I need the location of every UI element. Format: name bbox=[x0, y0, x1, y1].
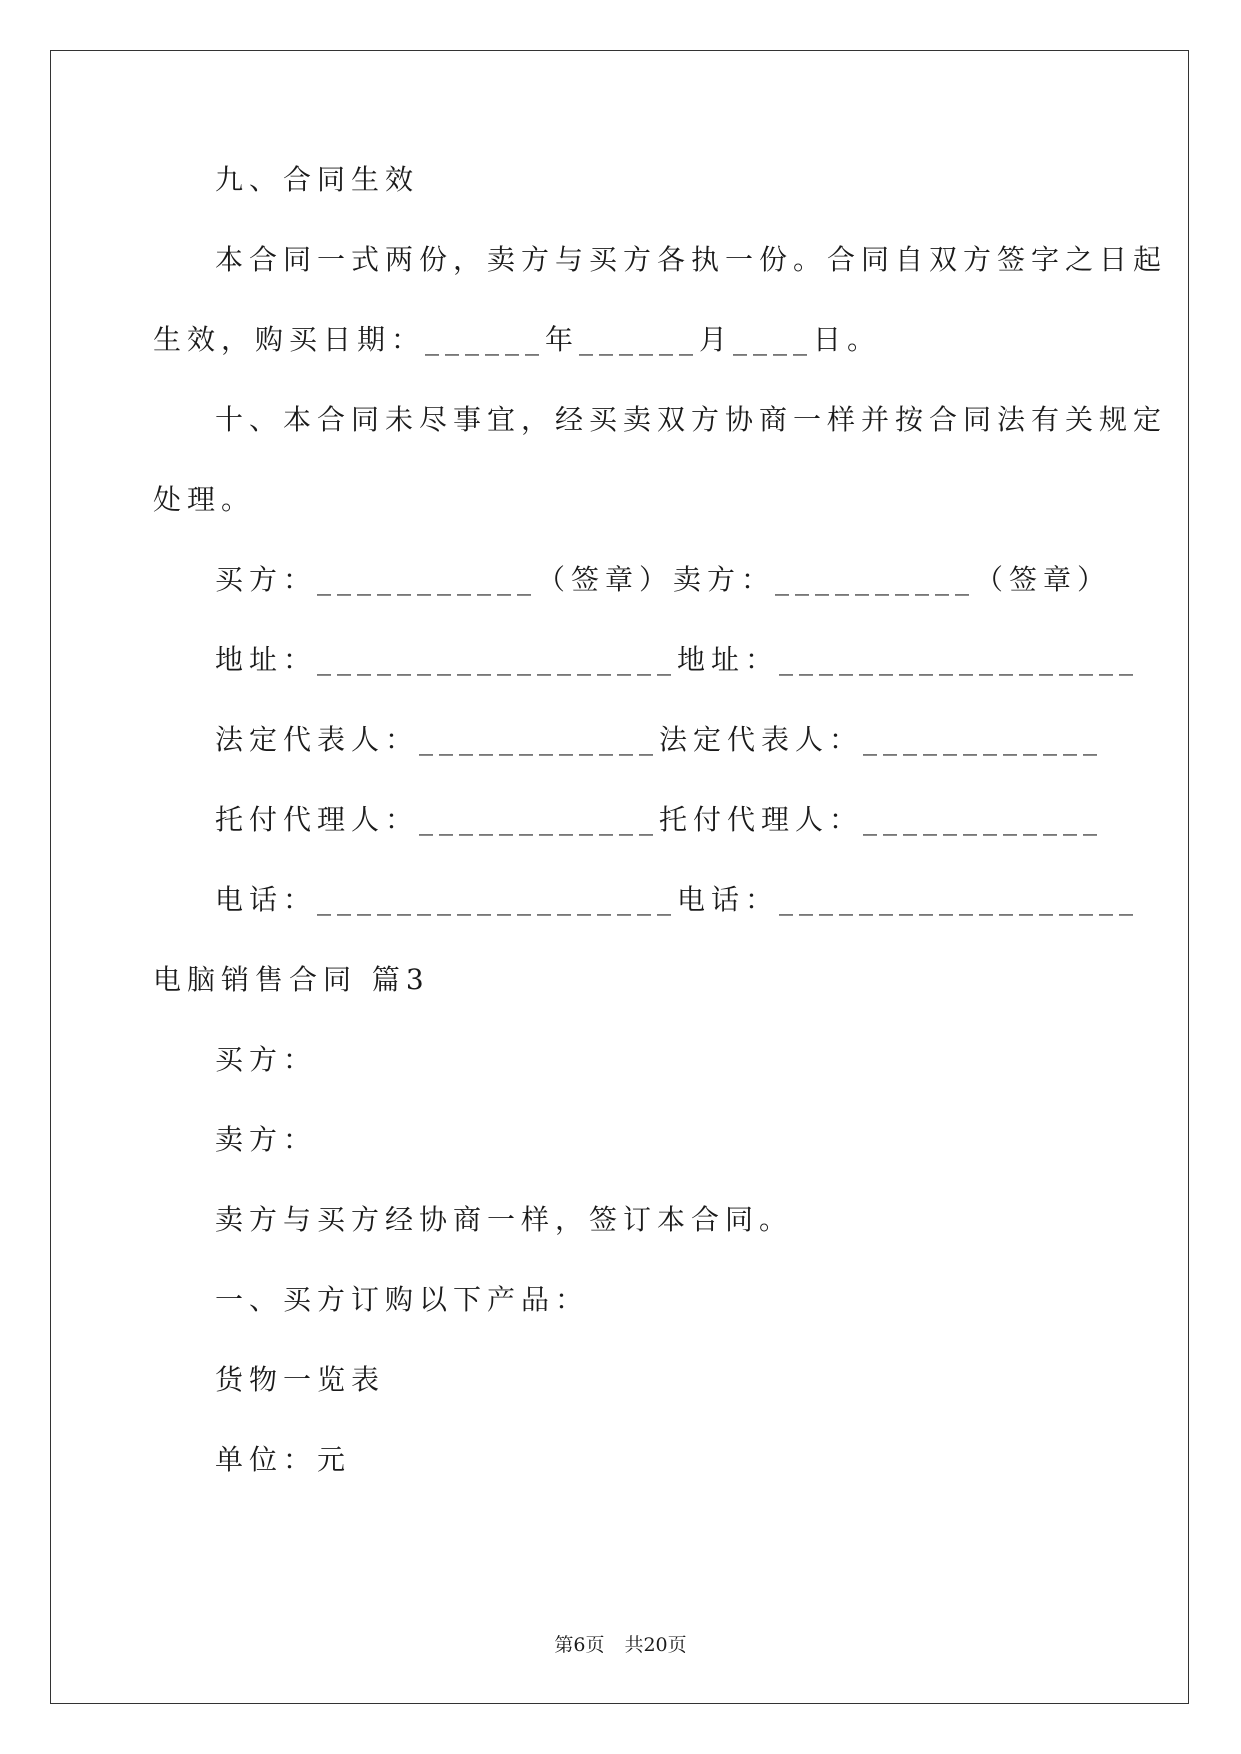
paragraph-agreement: 卖方与买方经协商一样，签订本合同。 bbox=[215, 1203, 794, 1236]
paragraph-unresolved-cont: 处理。 bbox=[153, 483, 256, 516]
document-body bbox=[153, 160, 1168, 1520]
goods-list-label: 货物一览表 bbox=[215, 1363, 386, 1396]
buyer-label: 买方： bbox=[215, 1043, 318, 1076]
paragraph-copies: 本合同一式两份，卖方与买方各执一份。合同自双方签字之日起 bbox=[215, 243, 1168, 276]
seller-label: 卖方： bbox=[215, 1123, 318, 1156]
section-heading-products: 一、买方订购以下产品： bbox=[215, 1283, 590, 1316]
contract-title: 电脑销售合同 篇3 bbox=[153, 963, 430, 996]
section-heading-unresolved: 十、本合同未尽事宜，经买卖双方协商一样并按合同法有关规定 bbox=[215, 403, 1168, 436]
paragraph-copies-cont: 生效，购买日期：______年______月____日。 bbox=[153, 323, 882, 356]
signature-line-phone: 电话：__________________电话：__________________ bbox=[215, 883, 1140, 916]
section-heading-effective: 九、合同生效 bbox=[215, 163, 420, 196]
signature-line-agent: 托付代理人：____________托付代理人：____________ bbox=[215, 803, 1104, 836]
signature-line-legal-rep: 法定代表人：____________法定代表人：____________ bbox=[215, 723, 1104, 756]
page-number: 第6页 bbox=[554, 1634, 605, 1656]
page-footer bbox=[0, 1630, 1241, 1657]
unit-label: 单位：元 bbox=[215, 1443, 352, 1476]
signature-line-address: 地址：__________________地址：__________________ bbox=[215, 643, 1140, 676]
page-total: 共20页 bbox=[624, 1634, 687, 1656]
signature-line-parties: 买方：___________（签章）卖方：__________（签章） bbox=[215, 563, 1112, 596]
